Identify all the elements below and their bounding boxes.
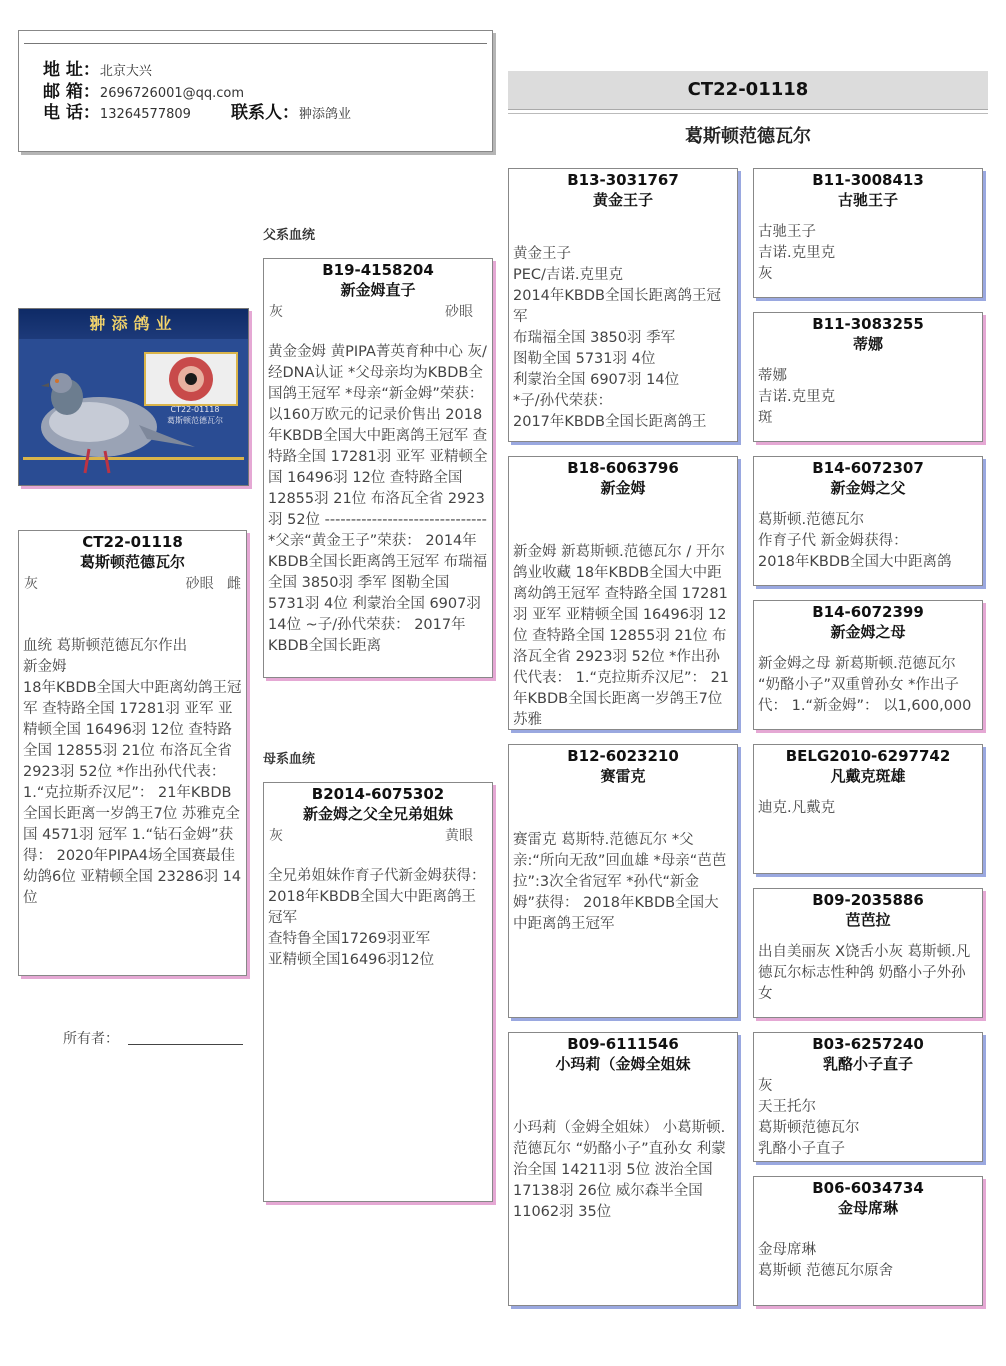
dd-name: 小玛莉（金姆全姐妹 <box>555 1055 691 1073</box>
dsd-name: 芭芭拉 <box>845 911 891 929</box>
ss-box <box>508 168 738 442</box>
dam-desc: 全兄弟姐妹作育子代新金姆获得： 2018年KBDB全国大中距离鸽王冠军 查特鲁全国17269羽亚军 亚精顿全国16496羽12位 <box>268 868 486 968</box>
phone-label: 电 话： <box>43 103 100 123</box>
ssd-name: 蒂娜 <box>852 335 883 353</box>
sdd-ring: B14-6072399 <box>812 603 924 621</box>
sds-box <box>753 456 983 586</box>
subject-name: 葛斯顿范德瓦尔 <box>79 553 185 571</box>
ds-name: 赛雷克 <box>600 767 646 785</box>
address-label: 地 址： <box>43 60 100 80</box>
dss-box <box>753 744 983 874</box>
sds-name: 新金姆之父 <box>830 479 906 497</box>
dam-ring: B2014-6075302 <box>311 785 445 803</box>
dsd-box <box>753 888 983 1018</box>
ds-ring: B12-6023210 <box>567 747 679 765</box>
ssd-ring: B11-3083255 <box>812 315 924 333</box>
contact-box-rule <box>24 43 487 44</box>
sire-name: 新金姆直子 <box>340 281 416 299</box>
phone-value: 13264577809 <box>99 107 191 122</box>
sdd-name: 新金姆之母 <box>830 623 906 641</box>
dam-attrs <box>264 824 492 846</box>
ddd-desc: 金母席琳 葛斯顿 范德瓦尔原舍 <box>758 1242 894 1279</box>
ds-desc: 赛雷克 葛斯特.范德瓦尔 *父亲:“所向无敌”回血雄 *母亲“芭芭拉”:3次全省冠军 *孙代“新金姆”获得： 2018年KBDB全国大中距离鸽王冠军 <box>513 832 727 932</box>
ss-ring: B13-3031767 <box>567 171 679 189</box>
dss-ring: BELG2010-6297742 <box>785 747 951 765</box>
sdd-box <box>753 600 983 730</box>
ddd-ring: B06-6034734 <box>812 1179 924 1197</box>
photo-banner-text: 翀添鸽业 <box>89 314 178 333</box>
sire-attrs <box>264 300 492 322</box>
sds-desc: 葛斯顿.范德瓦尔 作育子代 新金姆获得： 2018年KBDB全国大中距离鸽 <box>758 512 952 570</box>
contact-label: 联系人： <box>231 103 299 123</box>
sss-box <box>753 168 983 298</box>
dsd-ring: B09-2035886 <box>812 891 924 909</box>
title-ring: CT22-01118 <box>687 79 809 100</box>
sire-ring: B19-4158204 <box>322 261 434 279</box>
sd-name: 新金姆 <box>600 479 646 497</box>
ddd-name: 金母席琳 <box>837 1199 898 1217</box>
phone-row <box>43 98 191 123</box>
title-name: 葛斯顿范德瓦尔 <box>685 126 811 147</box>
dd-box <box>508 1032 738 1306</box>
subject-desc: 血统 葛斯顿范德瓦尔作出 新金姆 18年KBDB全国大中距离幼鸽王冠军 查特路全国 17281羽 亚军 亚精顿全国 16496羽 12位 查特路全国 12855羽 21位 布洛瓦全省 2923羽 52位 *作出孙代代表： 1.“克拉斯乔汉尼”： 21年KBDB全国长距离一岁鸽王7位 苏雅克全国 4571羽 冠军 1.“钻石金姆”获得： 2020年PIPA4场全国赛最佳幼鸽6位 亚精顿全国 23286羽 14位 <box>23 638 242 906</box>
dam-eye: 黄眼 <box>445 828 473 844</box>
owner-line <box>128 1044 243 1045</box>
dam-color: 灰 <box>269 828 283 844</box>
sss-ring: B11-3008413 <box>812 171 924 189</box>
ss-name: 黄金王子 <box>592 191 653 209</box>
ss-desc: 黄金王子 PEC/吉诺.克里克 2014年KBDB全国长距离鸽王冠军 布瑞福全国 3850羽 季军 图勒全国 5731羽 4位 利蒙治全国 6907羽 14位 *子/孙代荣获： 2017年KBDB全国长距离鸽王 <box>513 246 721 430</box>
photo-caption-1: CT22-01118 <box>170 405 220 414</box>
sdd-desc: 新金姆之母 新葛斯顿.范德瓦尔 “奶酪小子”双重曾孙女 *作出子代： 1.“新金姆”： 以1,600,000 <box>758 656 972 714</box>
sss-name: 古驰王子 <box>837 191 898 209</box>
dss-name: 凡戴克斑雄 <box>830 767 906 785</box>
sire-color: 灰 <box>269 304 283 320</box>
sd-box <box>508 456 738 730</box>
photo-caption-2: 葛斯顿范德瓦尔 <box>167 416 223 425</box>
subject-attrs <box>19 572 246 594</box>
dam-line-label: 母系血统 <box>263 752 316 767</box>
sd-desc: 新金姆 新葛斯顿.范德瓦尔 / 开尔鸽业收藏 18年KBDB全国大中距离幼鸽王冠军 查特路全国 17281羽 亚军 亚精顿全国 16496羽 12位 查特路全国 12855羽 21位 布洛瓦全省 2923羽 52位 *作出孙代代表： 1.“克拉斯乔汉尼”： 21年KBDB全国长距离一岁鸽王7位 苏雅 <box>513 544 730 728</box>
ssd-desc: 蒂娜 吉诺.克里克 斑 <box>758 368 836 426</box>
dam-name: 新金姆之父全兄弟姐妹 <box>302 805 453 823</box>
subject-box <box>18 530 247 976</box>
sd-ring: B18-6063796 <box>567 459 679 477</box>
owner-row <box>63 1028 119 1048</box>
owner-label: 所有者： <box>63 1031 119 1047</box>
ddd-box <box>753 1176 983 1306</box>
sire-line-label: 父系血统 <box>263 228 316 243</box>
sire-eye: 砂眼 <box>445 304 473 320</box>
dam-box <box>263 782 493 1202</box>
subject-sex: 雌 <box>227 576 241 592</box>
dds-name: 乳酪小子直子 <box>822 1055 913 1073</box>
sds-ring: B14-6072307 <box>812 459 924 477</box>
ssd-box <box>753 312 983 442</box>
ds-box <box>508 744 738 1018</box>
pigeon-photo <box>18 308 249 486</box>
dsd-desc: 出自美丽灰 X饶舌小灰 葛斯顿.凡德瓦尔标志性种鸽 奶酪小子外孙女 <box>758 944 971 1002</box>
title-rule <box>508 113 988 114</box>
photo-banner <box>19 309 248 341</box>
subject-eye: 砂眼 <box>185 576 214 592</box>
contact-row <box>231 98 351 123</box>
email-label: 邮 箱： <box>43 82 100 102</box>
subject-color: 灰 <box>24 576 38 592</box>
subject-eye-sex <box>186 574 241 594</box>
dds-box <box>753 1032 983 1162</box>
dds-ring: B03-6257240 <box>812 1035 924 1053</box>
contact-value: 翀添鸽业 <box>299 107 352 122</box>
sss-desc: 古驰王子 吉诺.克里克 灰 <box>758 224 836 282</box>
title-bar <box>508 71 988 110</box>
dd-ring: B09-6111546 <box>567 1035 679 1053</box>
sire-desc: 黄金金姆 黄PIPA菁英育种中心 灰/经DNA认证 *父母亲均为KBDB全国鸽王冠军 *母亲“新金姆”荣获： 以160万欧元的记录价售出 2018年KBDB全国大中距离鸽王冠军 查特路全国 17281羽 亚军 亚精顿全国 16496羽 12位 查特路全国 12855羽 21位 布洛瓦全省 2923羽 52位 ------------------------------- *父亲“黄金王子”荣获： 2014年KBDB全国长距离鸽王冠军 布瑞福全国 3850羽 季军 图勒全国 5731羽 4位 利蒙治全国 6907羽 14位 ~子/孙代荣获： 2017年KBDB全国长距离 <box>268 344 488 654</box>
dss-desc: 迪克.凡戴克 <box>758 800 836 816</box>
dds-desc: 灰 天王托尔 葛斯顿范德瓦尔 乳酪小子直子 <box>758 1078 860 1157</box>
dd-desc: 小玛莉（金姆全姐妹） 小葛斯顿.范德瓦尔 “奶酪小子”直孙女 利蒙治全国 14211羽 5位 波治全国 17138羽 26位 威尔森半全国 11062羽 35位 <box>513 1120 726 1220</box>
address-value: 北京大兴 <box>99 64 152 79</box>
sire-box <box>263 258 493 678</box>
email-value: 2696726001@qq.com <box>99 86 245 101</box>
contact-box <box>18 30 493 152</box>
subject-ring: CT22-01118 <box>82 533 183 551</box>
